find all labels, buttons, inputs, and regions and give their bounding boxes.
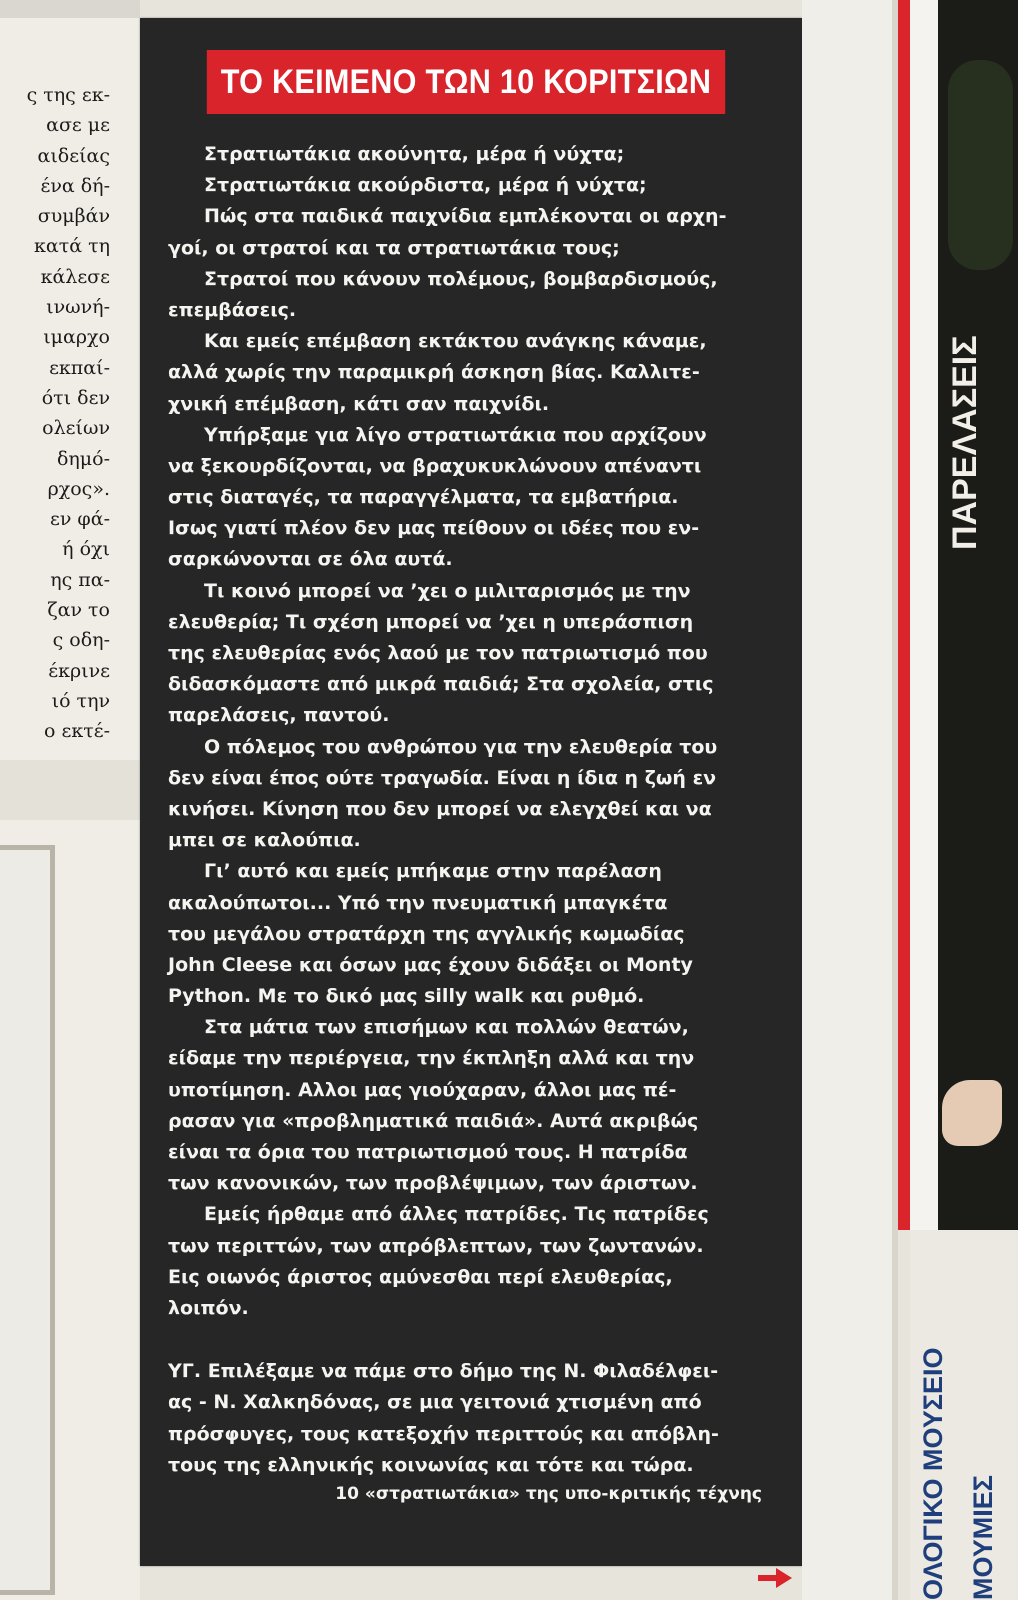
- left-text-line: αιδείας: [37, 144, 110, 167]
- photo-vertical-label: ΠΑΡΕΛΑΣΕΙΣ: [946, 335, 984, 550]
- body-line: γοί, οι στρατοί και τα στρατιωτάκια τους;: [168, 236, 620, 259]
- body-line: λοιπόν.: [168, 1296, 249, 1319]
- left-text-line: ης πα-: [50, 568, 110, 591]
- left-text-line: ολείων: [42, 417, 110, 440]
- body-line: Και εμείς επέμβαση εκτάκτου ανάγκης κάναμε,: [204, 330, 707, 353]
- left-text-line: κάλεσε: [40, 265, 110, 288]
- left-text-line: ιό την: [51, 689, 110, 712]
- postscript-line: πρόσφυγες, τους κατεξοχήν περιττούς και απόβλη-: [168, 1422, 719, 1445]
- body-line: μπει σε καλούπια.: [168, 829, 361, 852]
- body-line: αλλά χωρίς την παραμικρή άσκηση βίας. Καλλιτε-: [168, 361, 700, 384]
- left-text-line: ή όχι: [62, 538, 110, 561]
- page-gutter: [802, 0, 892, 1600]
- article-box: [140, 18, 802, 1566]
- left-column-fragment: [0, 0, 140, 1600]
- body-line: Υπήρξαμε για λίγο στρατιωτάκια που αρχίζουν: [204, 423, 707, 446]
- postscript-line: τους της ελληνικής κοινωνίας και τότε και τώρα.: [168, 1453, 694, 1476]
- body-line: Εις οιωνός άριστος αμύνεσθαι περί ελευθερίας,: [168, 1265, 673, 1288]
- left-text-line: ινωνή-: [46, 296, 110, 319]
- article-signature: 10 «στρατιωτάκια» της υπο-κριτικής τέχνης: [335, 1484, 762, 1504]
- left-text-line: κατά τη: [34, 235, 110, 258]
- left-text-line: ο εκτέ-: [44, 720, 110, 743]
- body-line: διδασκόμαστε από μικρά παιδιά; Στα σχολεία, στις: [168, 673, 714, 696]
- left-text-line: εν φά-: [50, 508, 110, 531]
- body-line: υποτίμηση. Αλλοι μας γιούχαραν, άλλοι μας πέ-: [168, 1078, 677, 1101]
- body-line: των περιττών, των απρόβλεπτων, των ζωντανών.: [168, 1234, 704, 1257]
- body-line: Ισως γιατί πλέον δεν μας πείθουν οι ιδέες που εν-: [168, 517, 700, 540]
- framed-box: [0, 845, 55, 1595]
- left-text-line: συμβάν: [37, 205, 110, 228]
- left-text-line: ιμαρχο: [43, 326, 110, 349]
- body-line: Στρατιωτάκια ακούρδιστα, μέρα ή νύχτα;: [204, 174, 647, 197]
- article-body: [168, 139, 792, 1481]
- body-line: της ελευθερίας ενός λαού με τον πατριωτισμό που: [168, 642, 708, 664]
- article-title: ΤΟ ΚΕΙΜΕΝΟ ΤΩΝ 10 ΚΟΡΙΤΣΙΩΝ: [207, 50, 725, 114]
- postscript-line: ας - Ν. Χαλκηδόνας, σε μια γειτονιά χτισμένη από: [168, 1391, 702, 1414]
- body-line: Ο πόλεμος του ανθρώπου για την ελευθερία του: [204, 735, 718, 758]
- body-line: ακαλούπωτοι... Υπό την πνευματική μπαγκέτα: [168, 891, 668, 914]
- left-column-text: [27, 80, 110, 747]
- left-text-line: ς της εκ-: [26, 84, 110, 106]
- body-line: κινήσει. Κίνηση που δεν μπορεί να ελεγχθεί και να: [168, 797, 712, 820]
- body-line: των κανονικών, των προβλέψιμων, των άριστων.: [168, 1172, 698, 1195]
- body-line: στις διαταγές, τα παραγγέλματα, τα εμβατήρια.: [168, 486, 679, 509]
- body-line: Python. Με το δικό μας silly walk και ρυθμό.: [168, 985, 645, 1008]
- museum-heading: ΟΛΟΓΙΚΟ ΜΟΥΣΕΙΟ: [918, 1347, 948, 1600]
- body-line: Στα μάτια των επισήμων και πολλών θεατών,: [204, 1016, 689, 1039]
- left-text-line: ς οδη-: [52, 629, 110, 652]
- faded-text-area: [0, 760, 140, 820]
- body-line: επεμβάσεις.: [168, 298, 297, 321]
- left-text-line: δημό-: [56, 447, 110, 470]
- body-line: δεν είναι έπος ούτε τραγωδία. Είναι η ίδια η ζωή εν: [168, 766, 717, 789]
- red-rule: [898, 0, 910, 1230]
- body-line: Γι’ αυτό και εμείς μπήκαμε στην παρέλαση: [204, 860, 662, 883]
- left-column-top-band: [0, 0, 140, 18]
- postscript-line: ΥΓ. Επιλέξαμε να πάμε στο δήμο της Ν. Φιλαδέλφει-: [168, 1360, 719, 1383]
- left-text-line: εκπαί-: [49, 356, 110, 379]
- body-line: Πώς στα παιδικά παιχνίδια εμπλέκονται οι αρχη-: [204, 205, 727, 228]
- left-text-line: ζαν το: [47, 599, 110, 622]
- body-line: να ξεκουρδίζονται, να βραχυκυκλώνουν απέναντι: [168, 454, 702, 477]
- body-line: Τι κοινό μπορεί να ’χει ο μιλιταρισμός με την: [204, 579, 691, 602]
- body-line: είναι τα όρια του πατριωτισμού τους. Η πατρίδα: [168, 1141, 688, 1163]
- body-line: Στρατοί που κάνουν πολέμους, βομβαρδισμούς,: [204, 267, 718, 290]
- left-text-line: ασε με: [46, 114, 110, 137]
- body-line: Εμείς ήρθαμε από άλλες πατρίδες. Τις πατρίδες: [204, 1203, 709, 1226]
- body-line: ρασαν για «προβληματικά παιδιά». Αυτά ακριβώς: [168, 1109, 699, 1132]
- museum-subheading: ΜΟΥΜΙΕΣ: [968, 1475, 998, 1600]
- white-strip: [910, 0, 938, 1230]
- hand-shape: [942, 1080, 1002, 1146]
- left-text-line: ένα δή-: [40, 174, 110, 197]
- tree-shape: [948, 60, 1013, 270]
- body-line: ελευθερία; Τι σχέση μπορεί να ’χει η υπεράσπιση: [168, 610, 694, 633]
- arrow-right-icon: [758, 1568, 792, 1588]
- left-text-line: έκρινε: [48, 659, 110, 682]
- body-line: παρελάσεις, παντού.: [168, 704, 390, 727]
- body-line: χνική επέμβαση, κάτι σαν παιχνίδι.: [168, 392, 550, 415]
- left-text-line: ρχος».: [47, 477, 110, 500]
- body-line: John Cleese και όσων μας έχουν διδάξει οι Monty: [168, 953, 693, 976]
- body-line: είδαμε την περιέργεια, την έκπληξη αλλά και την: [168, 1047, 695, 1070]
- body-line: του μεγάλου στρατάρχη της αγγλικής κωμωδίας: [168, 922, 685, 945]
- parade-photo: [938, 0, 1018, 1230]
- body-line: σαρκώνονται σε όλα αυτά.: [168, 548, 453, 571]
- left-text-line: ότι δεν: [41, 386, 110, 409]
- body-line: Στρατιωτάκια ακούνητα, μέρα ή νύχτα;: [204, 143, 625, 165]
